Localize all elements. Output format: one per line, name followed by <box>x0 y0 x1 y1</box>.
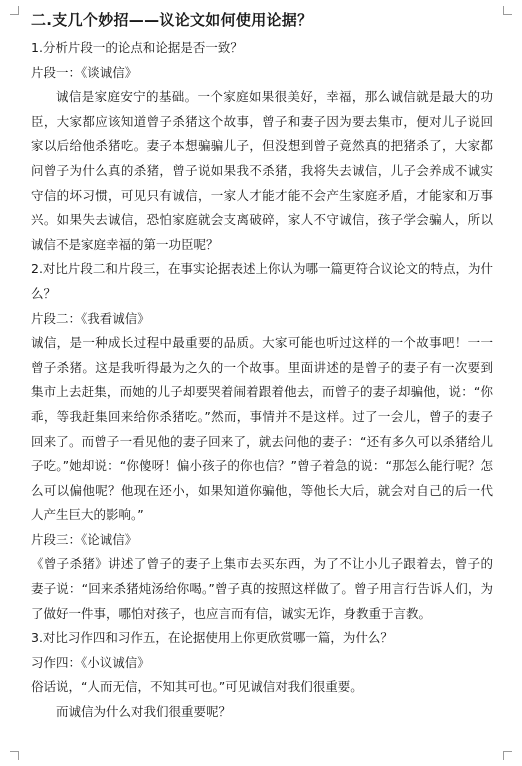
crop-mark-bottom-right <box>503 751 512 760</box>
essay-4-label: 习作四：《小议诚信》 <box>31 654 150 670</box>
crop-mark-top-left <box>10 6 19 15</box>
fragment-2-text: 诚信，是一种成长过程中最重要的品质。大家可能也听过这样的一个故事吧！一一曾子杀猪。这是我听得最为之久的一个故事。里面讲述的是曾子的妻子有一次要到集市上去赶集，而她的儿子却要哭着闹着跟着他去，而曾子的妻子却骗他，说：“你乖，等我赶集回来给你杀猪吃。”然而，事情并不是这样。过了一会儿，曾子的妻子回来了。而曾子一看见他的妻子回来了，就去问他的妻子：“还有多久可以杀猪给儿子吃。”她却说：“你傻呀！偏小孩子的你也信？”曾子着急的说：“那怎么能行呢？怎么可以偏他呢？他现在还小，如果知道你骗他，等他长大后，就会对自己的后一代人产生巨大的影响。” <box>31 335 493 523</box>
document-body <box>31 9 493 725</box>
section-heading: 二.支几个妙招——议论文如何使用论据？ <box>31 11 313 29</box>
fragment-2-label: 片段二：《我看诚信》 <box>31 310 150 326</box>
question-1: 1.分析片段一的论点和论据是否一致？ <box>31 40 243 55</box>
fragment-3-text: 《曾子杀猪》讲述了曾子的妻子上集市去买东西，为了不让小儿子跟着去，曾子的妻子说：“回来杀猪炖汤给你喝。”曾子真的按照这样做了。曾子用言行告诉人们，为了做好一件事，哪怕对孩子，也应言而有信，诚实无诈，身教重于言教。 <box>31 556 493 621</box>
crop-mark-top-right <box>503 6 512 15</box>
fragment-1-label: 片段一：《谈诚信》 <box>31 64 138 80</box>
crop-mark-bottom-left <box>10 751 19 760</box>
essay-4-line-1: 俗话说，“人而无信，不知其可也。”可见诚信对我们很重要。 <box>31 679 363 695</box>
fragment-1-text: 诚信是家庭安宁的基础。一个家庭如果很美好，幸福，那么诚信就是最大的功臣，大家都应该知道曾子杀猪这个故事，曾子和妻子因为要去集市，便对儿子说回家以后给他杀猪吃。妻子本想骗骗儿子，但没想到曾子竟然真的把猪杀了，大家都问曾子为什么真的杀猪，曾子说如果我不杀猪，我将失去诚信，儿子会养成不诚实守信的坏习惯，可见只有诚信，一家人才能才能不会产生家庭矛盾，才能家和万事兴。如果失去诚信，恐怕家庭就会支离破碎，家人不守诚信，孩子学会骗人，所以诚信不是家庭幸福的第一功臣呢？ <box>31 89 493 252</box>
essay-4-line-2: 而诚信为什么对我们很重要呢？ <box>56 704 232 720</box>
question-2: 2.对比片段二和片段三，在事实论据表述上你认为哪一篇更符合议论文的特点，为什么？ <box>31 261 493 301</box>
fragment-3-label: 片段三：《论诚信》 <box>31 531 138 547</box>
question-3: 3.对比习作四和习作五，在论据使用上你更欣赏哪一篇，为什么？ <box>31 630 393 646</box>
